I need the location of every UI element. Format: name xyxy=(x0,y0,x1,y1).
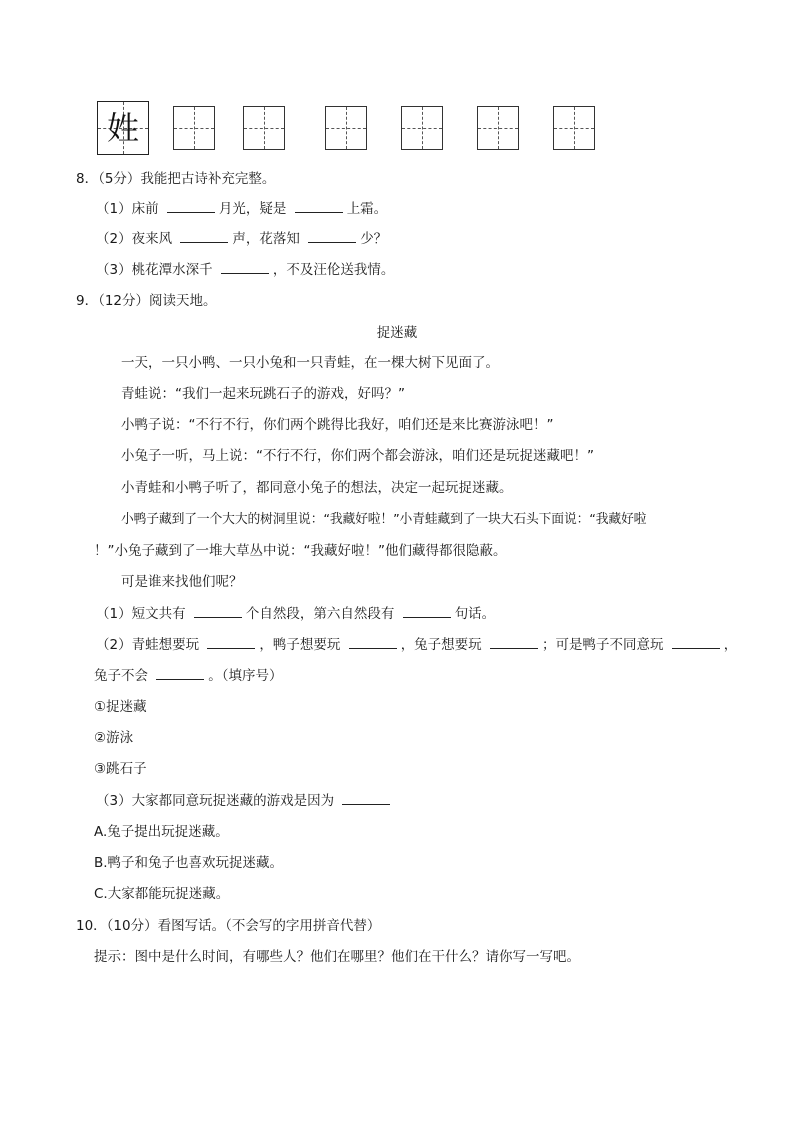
q9-sub1 xyxy=(96,605,495,623)
answer-blank[interactable] xyxy=(295,200,343,213)
text: ；可是鸭子不同意玩 xyxy=(541,637,668,653)
answer-blank[interactable] xyxy=(194,605,242,618)
grid-cell-empty[interactable] xyxy=(243,106,285,150)
grid-cell-empty[interactable] xyxy=(325,106,367,150)
text: ，兔子想要玩 xyxy=(400,637,486,653)
option-2: ②游泳 xyxy=(94,730,134,746)
q9-header: 9．（12分）阅读天地。 xyxy=(76,293,217,309)
q8-header: 8．（5分）我能把古诗补充完整。 xyxy=(76,171,276,187)
option-1: ①捉迷藏 xyxy=(94,699,147,715)
text: 兔子不会 xyxy=(94,668,153,684)
answer-blank[interactable] xyxy=(403,605,451,618)
writing-grid-row xyxy=(97,101,617,155)
answer-blank[interactable] xyxy=(167,200,215,213)
text: （2）夜来风 xyxy=(96,231,177,247)
option-3: ③跳石子 xyxy=(94,761,147,777)
q9-sub2-cont xyxy=(94,667,283,685)
text: ，不及汪伦送我情。 xyxy=(272,262,395,278)
answer-blank[interactable] xyxy=(349,636,397,649)
story-title: 捉迷藏 xyxy=(376,325,418,341)
text: 声，花落知 xyxy=(232,231,305,247)
answer-blank[interactable] xyxy=(490,636,538,649)
answer-blank[interactable] xyxy=(308,230,356,243)
answer-blank[interactable] xyxy=(672,636,720,649)
answer-blank[interactable] xyxy=(207,636,255,649)
choice-c[interactable]: C.大家都能玩捉迷藏。 xyxy=(94,886,230,902)
grid-cell-empty[interactable] xyxy=(401,106,443,150)
story-paragraph: 小青蛙和小鸭子听了，都同意小兔子的想法，决定一起玩捉迷藏。 xyxy=(121,480,513,496)
story-paragraph: 一天，一只小鸭、一只小兔和一只青蛙，在一棵大树下见面了。 xyxy=(121,355,499,371)
text: （2）青蛙想要玩 xyxy=(96,637,204,653)
text: （3）大家都同意玩捉迷藏的游戏是因为 xyxy=(96,793,339,809)
grid-cell-empty[interactable] xyxy=(553,106,595,150)
q10-header: 10．（10分）看图写话。（不会写的字用拼音代替） xyxy=(76,918,381,934)
choice-a[interactable]: A.兔子提出玩捉迷藏。 xyxy=(94,824,229,840)
story-paragraph: ！”小兔子藏到了一堆大草丛中说：“我藏好啦！”他们藏得都很隐蔽。 xyxy=(94,543,507,559)
q8-item-2 xyxy=(96,230,387,248)
text: 句话。 xyxy=(454,606,496,622)
q9-sub3 xyxy=(96,792,394,810)
text: ，鸭子想要玩 xyxy=(259,637,345,653)
text: （1）床前 xyxy=(96,201,163,217)
text: 个自然段，第六自然段有 xyxy=(245,606,399,622)
story-paragraph: 小鸭子说：“不行不行，你们两个跳得比我好，咱们还是来比赛游泳吧！” xyxy=(121,417,554,433)
q10-hint: 提示：图中是什么时间，有哪些人？他们在哪里？他们在干什么？请你写一写吧。 xyxy=(94,949,580,965)
choice-b[interactable]: B.鸭子和兔子也喜欢玩捉迷藏。 xyxy=(94,855,284,871)
grid-char: 姓 xyxy=(106,109,139,147)
text: 。（填序号） xyxy=(208,668,283,684)
answer-blank[interactable] xyxy=(342,792,390,805)
grid-cell-empty[interactable] xyxy=(477,106,519,150)
grid-cell-filled xyxy=(97,101,149,155)
text: （3）桃花潭水深千 xyxy=(96,262,217,278)
answer-blank[interactable] xyxy=(221,261,269,274)
text: （1）短文共有 xyxy=(96,606,190,622)
story-paragraph: 小兔子一听，马上说：“不行不行，你们两个都会游泳，咱们还是玩捉迷藏吧！” xyxy=(121,448,594,464)
text: 月光，疑是 xyxy=(218,201,291,217)
story-paragraph: 小鸭子藏到了一个大大的树洞里说：“我藏好啦！”小青蛙藏到了一块大石头下面说：“我藏好啦 xyxy=(121,512,647,527)
q8-item-1 xyxy=(96,200,387,218)
answer-blank[interactable] xyxy=(156,667,204,680)
q9-sub2 xyxy=(96,636,737,654)
story-paragraph: 可是谁来找他们呢？ xyxy=(121,574,243,590)
answer-blank[interactable] xyxy=(180,230,228,243)
text: ， xyxy=(723,637,738,653)
q8-item-3 xyxy=(96,261,394,279)
text: 少？ xyxy=(360,231,388,247)
text: 上霜。 xyxy=(346,201,388,217)
grid-cell-empty[interactable] xyxy=(173,106,215,150)
story-paragraph: 青蛙说：“我们一起来玩跳石子的游戏，好吗？” xyxy=(121,386,405,402)
